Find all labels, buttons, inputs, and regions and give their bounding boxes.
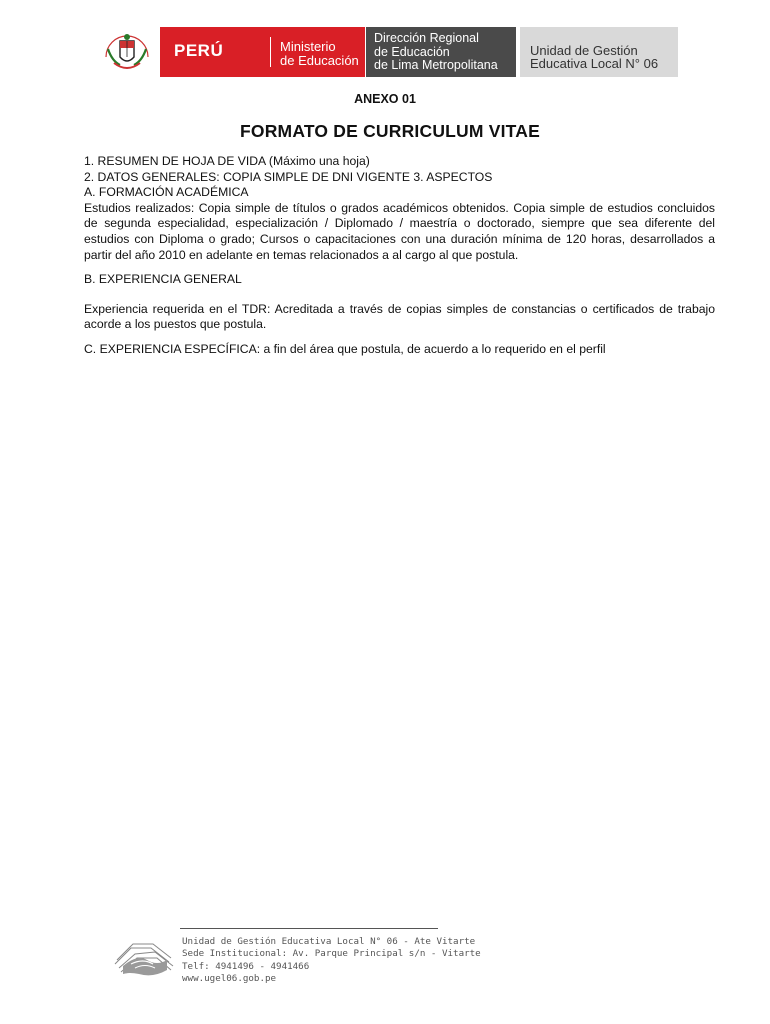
footer-phone: Telf: 4941496 - 4941466 <box>182 960 310 972</box>
footer-divider <box>180 928 438 929</box>
ministry-brand <box>270 27 365 77</box>
handshake-logo-icon <box>113 930 175 985</box>
ugel-name: Unidad de Gestión Educativa Local N° 06 <box>530 43 659 71</box>
brand-divider <box>270 37 271 67</box>
specific-experience-line: C. EXPERIENCIA ESPECÍFICA: a fin del área que postula, de acuerdo a lo requerido en el perfil <box>84 341 606 356</box>
letterhead <box>98 27 678 77</box>
document-body <box>84 154 715 358</box>
dre-name: Dirección Regional de Educación de Lima Metropolitana <box>374 31 498 72</box>
footer-institution: Unidad de Gestión Educativa Local N° 06 - Ate Vitarte <box>182 936 476 947</box>
dre-brand <box>366 27 516 77</box>
page-title: FORMATO DE CURRICULUM VITAE <box>240 121 540 141</box>
general-data-line: 2. DATOS GENERALES: COPIA SIMPLE DE DNI VIGENTE 3. ASPECTOS <box>84 169 493 184</box>
peru-label: PERÚ <box>174 41 224 60</box>
general-experience-heading: B. EXPERIENCIA GENERAL <box>84 272 242 287</box>
experience-paragraph: Experiencia requerida en el TDR: Acreditada a través de copias simples de constancias o certificados de trabajo acorde a los puestos que postula. <box>84 301 715 332</box>
footer-headquarters: Sede Institucional: Av. Parque Principal s/n - Vitarte <box>182 948 481 960</box>
ugel-brand <box>520 27 678 77</box>
footer-address <box>182 936 481 985</box>
ministry-name: Ministerio de Educación <box>280 39 359 68</box>
academic-heading: A. FORMACIÓN ACADÉMICA <box>84 185 249 200</box>
footer-website: www.ugel06.gob.pe <box>182 972 277 984</box>
summary-line: 1. RESUMEN DE HOJA DE VIDA (Máximo una hoja) <box>84 154 370 168</box>
studies-paragraph: Estudios realizados: Copia simple de títulos o grados académicos obtenidos. Copia simple de estudios concluidos de segunda especialidad, especialización / Diplomado / maestría o doctorado, siempre que sea diferente del estudios con Diploma o grado; Cursos o capacitaciones con una duración mínima de 120 horas, desarrollados a partir del año 2010 en adelante en temas relacionados a al cargo al que postula. <box>84 200 715 262</box>
annex-label: ANEXO 01 <box>354 92 416 106</box>
coat-of-arms-icon <box>98 27 156 77</box>
